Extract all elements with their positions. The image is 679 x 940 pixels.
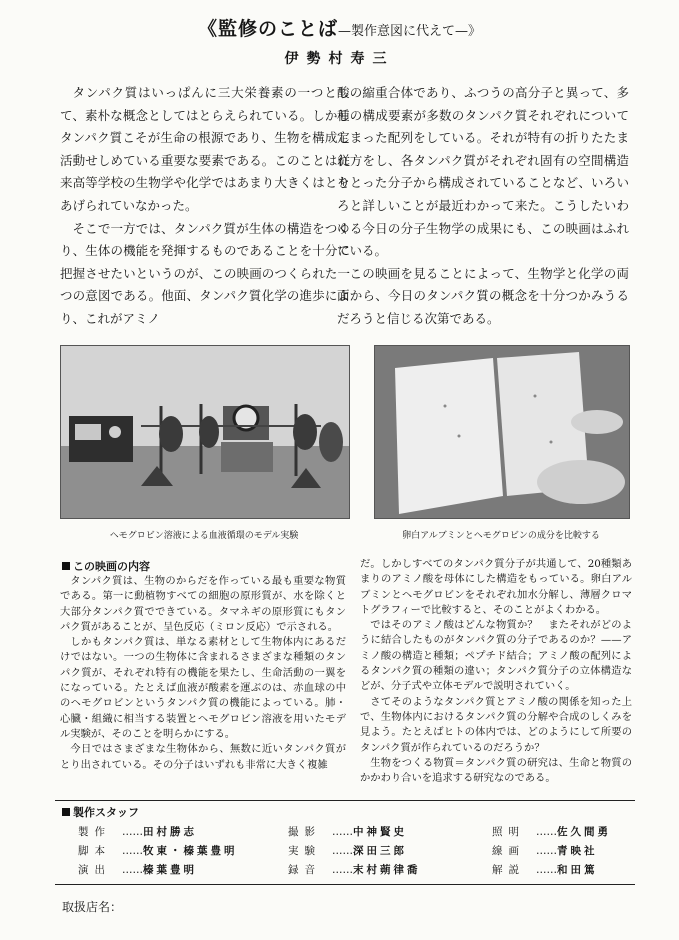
photo-blood-circulation-experiment bbox=[60, 345, 350, 519]
chromatography-plates-image bbox=[375, 346, 629, 518]
title-main: 《監修のことば bbox=[197, 18, 338, 40]
staff-row: 脚本 ……牧東・榛葉豊明 bbox=[78, 845, 238, 857]
intro-paragraph: そこで一方では、タンパク質が生体の構造をつくり、生体の機能を発揮するものであることを十分に把握させたいというのが、この映画のつくられた一つの意図である。他面、タンパク質化学の進歩により、これがアミノ bbox=[60, 220, 350, 326]
staff-column bbox=[492, 823, 611, 880]
store-name-label: 取扱店名： bbox=[62, 900, 123, 914]
intro-column-left bbox=[60, 82, 350, 331]
title-subtitle: —製作意図に代えて—》 bbox=[338, 24, 482, 39]
staff-row: 製作 ……田村勝志 bbox=[78, 826, 197, 838]
staff-column bbox=[78, 823, 238, 880]
intro-paragraph: この映画を見ることによって、生物学と化学の両面から、今日のタンパク質の概念を十分つかみうるだろうと信じる次第である。 bbox=[337, 265, 629, 326]
author-name: 伊勢村寿三 bbox=[284, 51, 395, 67]
contents-column-left bbox=[60, 574, 346, 773]
photo-albumin-comparison bbox=[374, 345, 630, 519]
contents-paragraph: さてそのようなタンパク質とアミノ酸の関係を知った上で、生物体内におけるタンパク質の分解や合成のしくみを見よう。たとえばヒトの体内では、どのようにして所要のタンパク質が作られているのだろうか？ bbox=[360, 695, 632, 754]
intro-column-right bbox=[337, 82, 629, 331]
contents-paragraph: しかもタンパク質は、単なる素材として生物体内にあるだけではない。一つの生物体に含まれるさまざまな種類のタンパク質が、それぞれ特有の機能を果たし、生命活動の一翼をになっている。たとえば血液が酸素を運ぶのは、赤血球の中のヘモグロビンというタンパク質の機能によっている。肺・心臓・組織に相当する装置とヘモグロビン溶液を用いたモデル実験が、そのことを明らかにする。 bbox=[60, 636, 346, 740]
intro-paragraph: 酸の縮重合体であり、ふつうの高分子と異って、多種の構成要素が多数のタンパク質それぞれについて定まった配列をしている。それが特有の折りたたまれ方をし、各タンパク質がそれぞれ固有の空間構造をとった分子から構成されていることなど、いろいろと詳しいことが最近わかって来た。こうしたいわゆる今日の分子生物学の成果にも、この映画はふれている。 bbox=[337, 85, 629, 259]
footer-divider bbox=[55, 884, 635, 885]
photo-caption-right: 卵白アルブミンとヘモグロビンの成分を比較する bbox=[402, 531, 600, 541]
contents-paragraph: だ。しかしすべてのタンパク質分子が共通して、20種類あまりのアミノ酸を母体にした構造をもっている。卵白アルブミンとヘモグロビンをそれぞれ加水分解し、薄層クロマトグラフィーで比較すると、そのことがよくわかる。 bbox=[360, 558, 632, 616]
lab-apparatus-image bbox=[61, 346, 349, 518]
staff-divider bbox=[55, 800, 635, 801]
photo-caption-left: ヘモグロビン溶液による血液循環のモデル実験 bbox=[109, 531, 299, 541]
staff-row: 解説 ……和田篤 bbox=[492, 864, 598, 876]
contents-paragraph: 今日ではさまざまな生物体から、無数に近いタンパク質がとり出されている。その分子はいずれも非常に大きく複雑 bbox=[60, 743, 346, 771]
staff-row: 録音 ……末村蒴律喬 bbox=[288, 864, 421, 876]
square-bullet-icon bbox=[62, 808, 70, 816]
staff-row: 撮影 ……中神賢史 bbox=[288, 826, 407, 838]
contents-column-right bbox=[360, 557, 632, 786]
page-title bbox=[0, 14, 679, 41]
staff-row: 演出 ……榛葉豊明 bbox=[78, 864, 197, 876]
section-heading-contents: この映画の内容 bbox=[62, 558, 150, 574]
contents-paragraph: タンパク質は、生物のからだを作っている最も重要な物質である。第一に動植物すべての細胞の原形質が、水を除くと大部分タンパク質でできている。タマネギの原形質にもタンパク質があることが、呈色反応（ミロン反応）で示される。 bbox=[60, 575, 346, 633]
intro-paragraph: タンパク質はいっぱんに三大栄養素の一つとして、素朴な概念としてはとらえられている。しかしタンパク質こそが生命の根源であり、生物を構成し活動せしめている重要な要素である。このことは従来高等学校の生物学や化学ではあまり大きくはとりあげられていなかった。 bbox=[60, 85, 350, 213]
square-bullet-icon bbox=[62, 562, 70, 570]
contents-paragraph: ではそのアミノ酸はどんな物質か？ またそれがどのように結合したものがタンパク質の分子であるのか？——アミノ酸の構造と種類；ペプチド結合；アミノ酸の配列によるタンパク質の種類の違い；タンパク質分子の立体構造などが、分子式や立体モデルで説明されていく。 bbox=[360, 619, 632, 693]
staff-row: 実験 ……深田三郎 bbox=[288, 845, 407, 857]
staff-column bbox=[288, 823, 421, 880]
section-heading-staff: 製作スタッフ bbox=[62, 804, 139, 820]
contents-paragraph: 生物をつくる物質＝タンパク質の研究は、生命と物質のかかわり合いを追求する研究なのである。 bbox=[360, 756, 632, 785]
staff-row: 線画 ……青映社 bbox=[492, 845, 598, 857]
staff-row: 照明 ……佐久間勇 bbox=[492, 826, 611, 838]
